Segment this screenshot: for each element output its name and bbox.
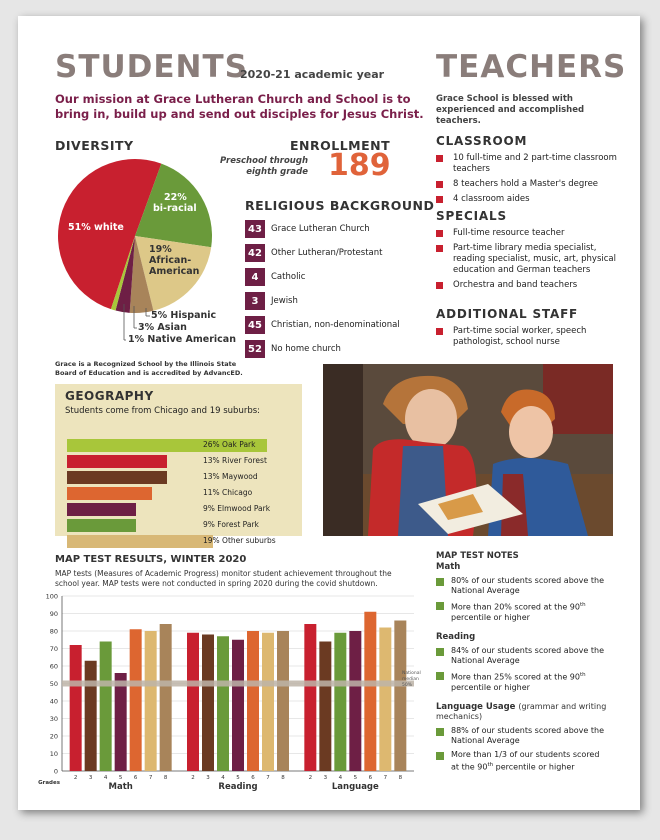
map-bar [364,612,376,771]
students-reading-photo [323,364,613,536]
ordinal-suffix: th [487,762,494,768]
religious-item [245,268,420,286]
grade-tick-label: 4 [338,775,343,781]
map-chart-description: MAP tests (Measures of Academic Progress) monitor student achievement throughout the school year. MAP tests were not conducted in spring 2020 during the covid shutdown. [55,569,392,588]
grade-tick-label: 8 [281,775,285,781]
students-title: STUDENTS [55,49,248,85]
geography-row [67,519,292,532]
mission-statement: Our mission at Grace Lutheran Church and School is to bring in, build up and send out disciples for Jesus Christ. [55,92,424,121]
diversity-heading: DIVERSITY [55,138,134,153]
geography-subtitle: Students come from Chicago and 19 suburbs: [65,406,261,416]
geography-row [67,455,292,468]
map-bar [394,621,406,772]
map-bar [277,631,289,771]
specials-item: Full-time resource teacher [436,228,621,239]
map-notes-math-list [436,576,606,627]
religious-item [245,316,420,334]
classroom-item: 4 classroom aides [436,194,621,205]
geography-label: 9% Forest Park [203,520,259,529]
geography-row [67,503,292,516]
teachers-title: TEACHERS [436,49,627,85]
y-tick-label: 50 [49,680,58,688]
map-notes-reading-list [436,646,606,697]
geography-bar [67,519,136,532]
y-tick-label: 80 [49,627,58,636]
geography-bar [67,455,167,468]
language-subheading: (grammar and writing mechanics) [436,702,607,721]
map-bar [130,629,142,771]
map-bar [319,642,331,772]
geography-bar [67,487,152,500]
group-label: Math [108,782,133,792]
photo-illustration [323,364,613,536]
y-tick-label: 60 [49,662,58,671]
map-notes-heading: MAP TEST NOTES [436,551,519,561]
specials-item: Orchestra and band teachers [436,280,621,291]
enrollment-subtitle-line-1: Preschool through [220,156,308,166]
specials-item: Part-time library media specialist, reading specialist, music, art, physical education and German teachers [436,243,621,276]
religious-label: Jewish [271,296,298,306]
map-notes-math-heading: Math [436,562,461,572]
grade-tick-label: 4 [221,775,225,781]
map-bar [232,640,244,771]
group-label: Reading [218,782,258,792]
map-bar [262,633,274,771]
map-note-text: More than 20% scored at the 90 [451,602,580,612]
geography-label: 9% Elmwood Park [203,504,271,513]
specials-list [436,228,621,295]
enrollment-heading: ENROLLMENT [290,138,391,153]
grade-tick-label: 2 [73,775,78,781]
grade-tick-label: 5 [236,775,240,781]
map-bar [145,631,157,771]
pie-label-white: 51% white [68,222,124,233]
accreditation-line-1: Grace is a Recognized School by the Illinois State [55,360,237,368]
map-note-text: More than 25% scored at the 90 [451,672,580,682]
y-tick-label: 70 [49,645,58,653]
pie-label-asian: 3% Asian [138,322,187,333]
ordinal-suffix: th [579,602,586,608]
religious-count: 52 [245,340,265,358]
geography-heading: GEOGRAPHY [65,389,154,403]
academic-year: 2020-21 academic year [240,68,385,81]
map-notes-reading-heading: Reading [436,632,476,642]
geography-bar [67,503,136,516]
map-bar [70,645,82,771]
staff-heading: ADDITIONAL STAFF [436,307,579,321]
religious-item [245,244,420,262]
pie-label-afam-pct: 19% [149,244,172,255]
map-bar [334,633,346,771]
map-bar [217,636,229,771]
map-bar [160,624,172,771]
teachers-intro: Grace School is blessed with experienced and accomplished teachers. [436,94,585,126]
geography-bar [67,471,167,484]
y-tick-label: 40 [49,697,58,706]
map-notes-language-list [436,726,606,777]
map-bar [202,635,214,772]
map-bar [379,628,391,772]
staff-item: Part-time social worker, speech pathologist, school nurse [436,326,621,348]
religious-heading: RELIGIOUS BACKGROUND [245,198,435,213]
grade-tick-label: 3 [323,775,328,781]
religious-count: 3 [245,292,265,310]
map-notes-language-heading [436,702,616,722]
map-note-item: 80% of our students scored above the National Average [436,576,606,596]
map-note-item [436,750,606,773]
pie-label-biracial: bi-racial [153,203,197,214]
grade-tick-label: 4 [103,775,108,781]
national-median-label-line: National [402,671,421,676]
map-bar [247,631,259,771]
map-note-text: More than 1/3 of our students scored at the 90 [451,750,600,772]
pie-label-biracial-pct: 22% [164,192,187,203]
geography-label: 26% Oak Park [203,440,256,449]
geography-bar [67,535,213,548]
map-bar-chart [32,588,422,793]
geography-row [67,535,292,548]
staff-list [436,326,621,352]
religious-label: Christian, non-denominational [271,320,400,330]
map-note-text: percentile or higher [493,762,575,772]
ordinal-suffix: th [579,672,586,678]
national-median-label-line: 50% [402,683,413,688]
pie-label-hispanic: 5% Hispanic [151,310,217,321]
y-tick-label: 100 [45,592,58,601]
religious-count: 42 [245,244,265,262]
enrollment-count: 189 [328,148,391,183]
map-bar [304,624,316,771]
flyer-page [18,16,640,810]
religious-list [245,220,420,364]
y-tick-label: 20 [49,732,58,741]
map-bar [187,633,199,771]
map-bar [100,642,112,772]
classroom-item: 10 full-time and 2 part-time classroom teachers [436,153,621,175]
diversity-pie-chart [55,156,215,316]
religious-count: 45 [245,316,265,334]
grade-tick-label: 7 [383,775,388,781]
religious-label: Catholic [271,272,306,282]
grade-tick-label: 6 [251,775,255,781]
pie-label-afam-1: African- [149,255,192,266]
map-note-item: 88% of our students scored above the National Average [436,726,606,746]
religious-label: Grace Lutheran Church [271,224,370,234]
geography-row [67,487,292,500]
grade-tick-label: 7 [148,775,153,781]
map-bar [85,661,97,771]
map-note-item [436,670,606,693]
religious-label: No home church [271,344,341,354]
religious-item [245,220,420,238]
y-tick-label: 10 [49,750,58,758]
religious-item [245,340,420,358]
grade-tick-label: 8 [398,775,403,781]
group-label: Language [331,782,379,792]
y-tick-label: 0 [53,767,58,776]
geography-row [67,439,292,452]
religious-item [245,292,420,310]
grade-tick-label: 2 [308,775,313,781]
geography-row [67,471,292,484]
map-note-item [436,600,606,623]
geography-label: 13% Maywood [203,472,258,481]
grade-tick-label: 3 [88,775,93,781]
accreditation-line-2: Board of Education and is accredited by AdvancED. [55,369,243,377]
grade-tick-label: 8 [163,775,168,781]
grades-axis-label: Grades [38,780,60,786]
religious-label: Other Lutheran/Protestant [271,248,383,258]
national-median-label [402,671,421,689]
map-bar [115,673,127,771]
national-median-line [62,681,414,687]
map-bar [349,631,361,771]
classroom-heading: CLASSROOM [436,134,528,148]
geography-label: 19% Other suburbs [203,536,276,545]
classroom-list [436,153,621,209]
map-note-text: percentile or higher [451,682,530,692]
grade-tick-label: 6 [133,775,138,781]
grade-tick-label: 7 [266,775,270,781]
grade-tick-label: 3 [206,775,210,781]
accreditation-note [55,360,305,378]
language-heading-text: Language Usage [436,702,516,712]
enrollment-subtitle [218,156,308,178]
grade-tick-label: 6 [368,775,373,781]
enrollment-subtitle-line-2: eighth grade [246,167,308,177]
map-note-item: 84% of our students scored above the National Average [436,646,606,666]
y-tick-label: 30 [49,715,58,723]
pie-label-afam-2: American [149,266,200,277]
grade-tick-label: 2 [191,775,195,781]
geography-label: 13% River Forest [203,456,267,465]
geography-label: 11% Chicago [203,488,253,497]
pie-label-native: 1% Native American [128,334,236,345]
geography-panel [55,384,302,545]
map-note-text: percentile or higher [451,612,530,622]
grade-tick-label: 5 [118,775,123,781]
religious-count: 4 [245,268,265,286]
classroom-item: 8 teachers hold a Master's degree [436,179,621,190]
map-chart-title: MAP TEST RESULTS, WINTER 2020 [55,554,247,565]
grade-tick-label: 5 [353,775,358,781]
national-median-label-line: median [402,677,419,682]
y-tick-label: 90 [49,610,58,618]
specials-heading: SPECIALS [436,209,507,223]
religious-count: 43 [245,220,265,238]
